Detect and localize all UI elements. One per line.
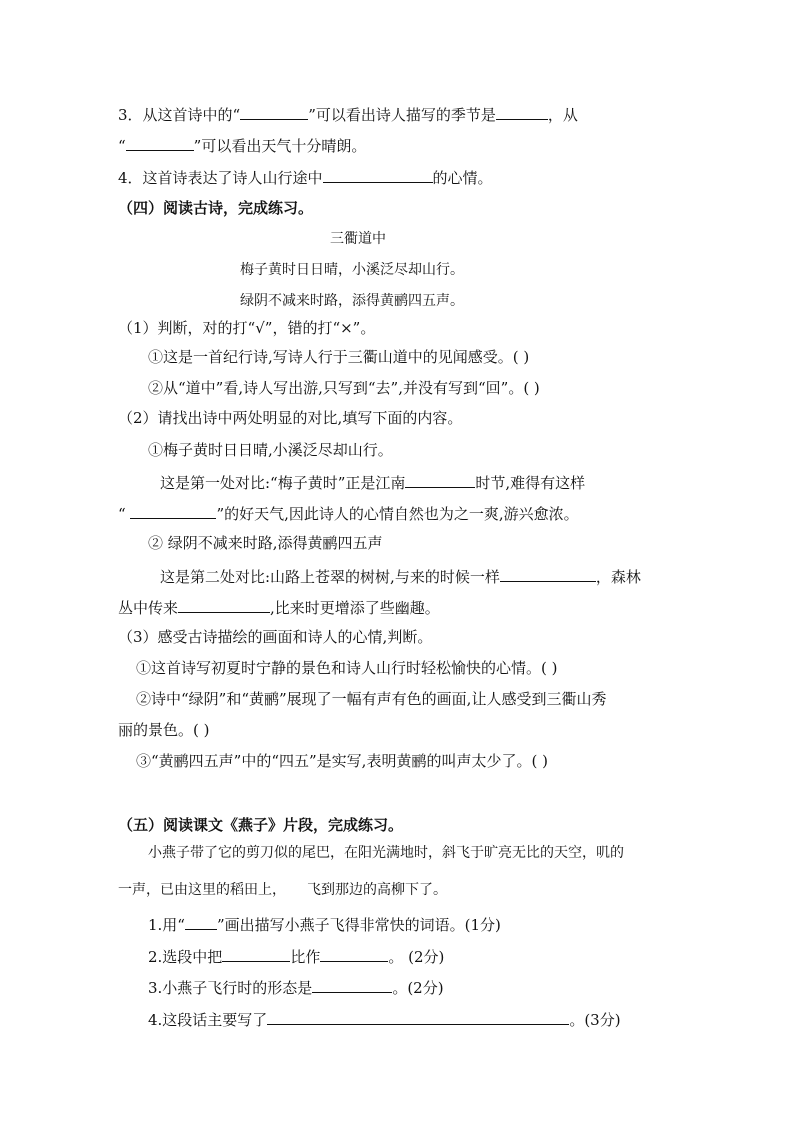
answer-blank[interactable] (312, 976, 392, 993)
part-3-heading: （3）感受古诗描绘的画面和诗人的心情,判断。 (118, 628, 433, 646)
poem-line-2: 绿阴不减来时路，添得黄鹂四五声。 (240, 293, 464, 309)
question-3-line-2: “ ”可以看出天气十分晴朗。 (118, 134, 366, 156)
part-3-item-2-cont: 丽的景色。( ) (118, 721, 210, 739)
answer-blank[interactable] (130, 502, 216, 519)
part-2-couplet-2: ② 绿阴不减来时路,添得黄鹂四五声 (148, 534, 383, 552)
poem-line-1: 梅子黄时日日晴，小溪泛尽却山行。 (240, 262, 464, 278)
part-3-item-1: ①这首诗写初夏时宁静的景色和诗人山行时轻松愉快的心情。( ) (136, 659, 558, 677)
sec5-question-4: 4.这段话主要写了 。(3分) (148, 1008, 621, 1030)
part-2-text-1: 这是第一处对比:“梅子黄时”正是江南 时节,难得有这样 (160, 471, 585, 493)
answer-blank[interactable] (267, 1008, 569, 1025)
question-3-line-1: 3．从这首诗中的“ ”可以看出诗人描写的季节是 ，从 (118, 103, 578, 125)
answer-blank[interactable] (496, 103, 548, 120)
section-4-heading: （四）阅读古诗，完成练习。 (118, 199, 314, 217)
part-3-item-3: ③“黄鹂四五声”中的“四五”是实写,表明黄鹂的叫声太少了。( ) (136, 752, 548, 770)
sec5-question-2: 2.选段中把 比作 。 (2分) (148, 945, 444, 967)
answer-blank[interactable] (323, 166, 433, 183)
answer-blank[interactable] (126, 134, 194, 151)
part-2-text-4: 丛中传来 ,比来时更增添了些幽趣。 (118, 596, 440, 618)
answer-blank[interactable] (320, 945, 388, 962)
passage-line-2: 一声，已由这里的稻田上， 飞到那边的高柳下了。 (118, 882, 447, 898)
sec5-question-3: 3.小燕子飞行时的形态是 。(2分) (148, 976, 444, 998)
section-5-heading: （五）阅读课文《燕子》片段，完成练习。 (118, 816, 404, 834)
answer-blank[interactable] (500, 565, 596, 582)
part-1-heading: （1）判断，对的打“√”，错的打“×”。 (118, 319, 376, 337)
answer-blank[interactable] (178, 596, 270, 613)
passage-line-1: 小燕子带了它的剪刀似的尾巴，在阳光满地时，斜飞于旷亮无比的天空，叽的 (148, 845, 624, 861)
answer-blank[interactable] (185, 913, 217, 930)
part-2-text-2: “ ”的好天气,因此诗人的心情自然也为之一爽,游兴愈浓。 (118, 502, 579, 524)
part-2-text-3: 这是第二处对比:山路上苍翠的树树,与来的时候一样 ，森林 (160, 565, 641, 587)
part-1-item-1: ①这是一首纪行诗,写诗人行于三衢山道中的见闻感受。( ) (148, 348, 530, 366)
poem-title: 三衢道中 (330, 231, 386, 247)
answer-blank[interactable] (405, 471, 475, 488)
sec5-question-1: 1.用“ ”画出描写小燕子飞得非常快的词语。(1分) (148, 913, 501, 935)
part-2-couplet-1: ①梅子黄时日日晴,小溪泛尽却山行。 (148, 441, 393, 459)
part-2-heading: （2）请找出诗中两处明显的对比,填写下面的内容。 (118, 409, 463, 427)
part-3-item-2: ②诗中“绿阴”和“黄鹂”展现了一幅有声有色的画面,让人感受到三衢山秀 (136, 690, 607, 708)
question-4: 4．这首诗表达了诗人山行途中 的心情。 (118, 166, 493, 188)
part-1-item-2: ②从“道中”看,诗人写出游,只写到“去”,并没有写到“回”。( ) (148, 379, 540, 397)
answer-blank[interactable] (240, 103, 308, 120)
answer-blank[interactable] (222, 945, 290, 962)
